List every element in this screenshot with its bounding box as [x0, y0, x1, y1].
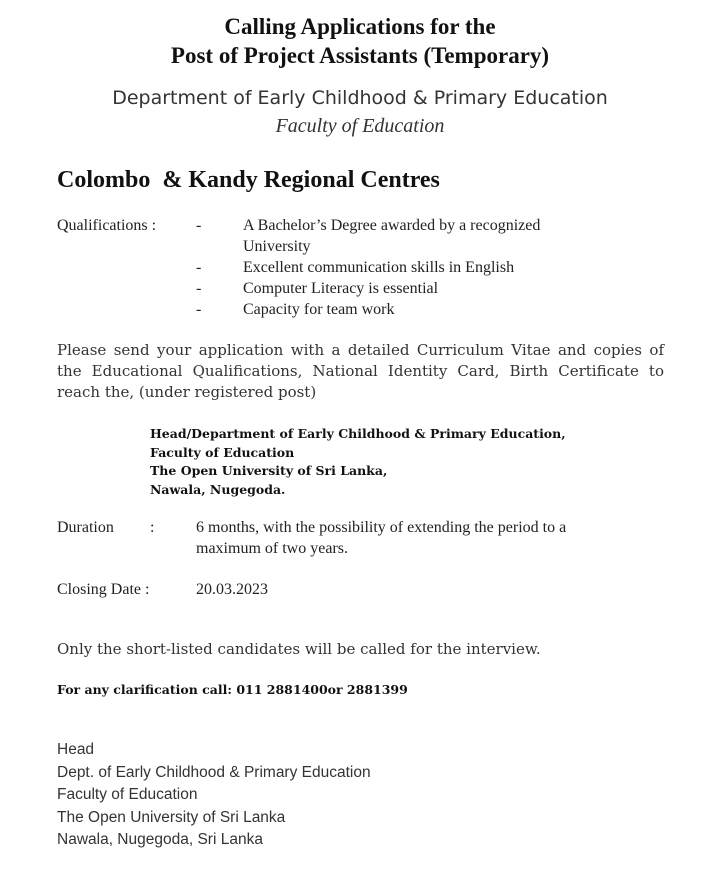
qualification-text: A Bachelor’s Degree awarded by a recognized: [243, 217, 541, 234]
duration-value: [196, 517, 636, 559]
address-line-4: Nawala, Nugegoda.: [150, 481, 286, 497]
duration-colon: :: [150, 519, 155, 536]
faculty-name: Faculty of Education: [275, 115, 445, 137]
shortlist-note: Only the short-listed candidates will be called for the interview.: [57, 640, 541, 658]
signature-line-2: Dept. of Early Childhood & Primary Education: [57, 763, 371, 781]
title-line-1: Calling Applications for the: [224, 14, 496, 39]
qualification-item: [196, 278, 616, 299]
signature-line-4: The Open University of Sri Lanka: [57, 808, 286, 826]
address-line-1: Head/Department of Early Childhood & Primary Education,: [150, 426, 566, 441]
qualification-text-cont: University: [243, 238, 311, 255]
signature-line-1: Head: [57, 741, 95, 758]
qualification-item: [196, 299, 616, 320]
address-line-2: Faculty of Education: [150, 444, 295, 460]
signature-block: [57, 739, 371, 852]
closing-date-value: 20.03.2023: [196, 581, 268, 598]
bullet-dash: -: [196, 301, 202, 318]
bullet-dash: -: [196, 259, 202, 276]
bullet-dash: -: [196, 217, 202, 234]
department-name: Department of Early Childhood & Primary Education: [112, 87, 608, 109]
qualification-text: Computer Literacy is essential: [243, 280, 439, 297]
signature-line-5: Nawala, Nugegoda, Sri Lanka: [57, 831, 263, 848]
application-instructions: Please send your application with a detailed Curriculum Vitae and copies of the Educational Qualifications, National Identity Card, Birth Certificate to reach the, (under registered post): [57, 341, 664, 401]
mailing-address: [150, 425, 566, 499]
closing-date-label: Closing Date :: [57, 581, 150, 598]
qualifications-label: Qualifications :: [57, 217, 157, 234]
qualification-text: Capacity for team work: [243, 301, 395, 318]
qualification-item: [196, 215, 616, 257]
duration-label: Duration: [57, 519, 114, 536]
qualification-item: [196, 257, 616, 278]
page-title: [0, 12, 707, 70]
address-line-3: The Open University of Sri Lanka,: [150, 463, 388, 478]
qualification-text: Excellent communication skills in English: [243, 259, 515, 276]
bullet-dash: -: [196, 280, 202, 297]
duration-line-2: maximum of two years.: [196, 540, 348, 557]
signature-line-3: Faculty of Education: [57, 786, 198, 803]
qualifications-list: [196, 215, 616, 320]
duration-line-1: 6 months, with the possibility of extending the period to a: [196, 519, 567, 536]
centres-heading: Colombo & Kandy Regional Centres: [57, 167, 440, 193]
clarification-contact: For any clarification call: 011 2881400or 2881399: [57, 682, 408, 697]
title-line-2: Post of Project Assistants (Temporary): [170, 43, 550, 68]
